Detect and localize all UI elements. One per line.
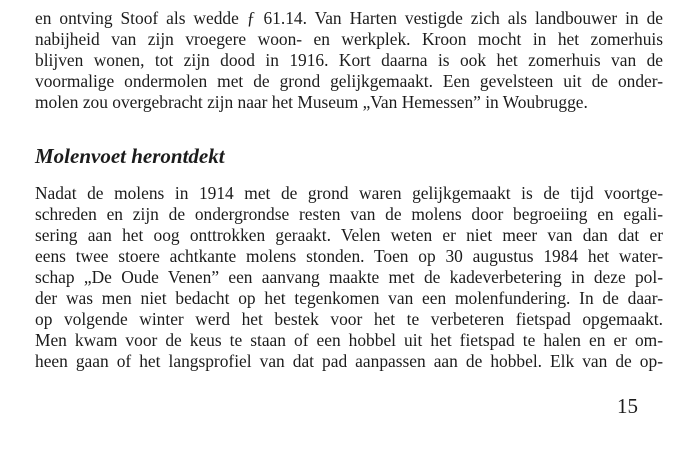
section-heading: Molenvoet herontdekt (35, 144, 225, 168)
paragraph-2-line-7: op volgende winter werd het bestek voor het te verbeteren fietspad opgemaakt. (35, 309, 663, 329)
paragraph-2-line-9: heen gaan of het langsprofiel van dat pad aanpassen aan de hobbel. Elk van de op- (35, 351, 663, 371)
page-number: 15 (617, 394, 638, 418)
paragraph-1-line-2: nabijheid van zijn vroegere woon- en werkplek. Kroon mocht in het zomerhuis (35, 29, 663, 49)
paragraph-1-line-1: en ontving Stoof als wedde ƒ 61.14. Van Harten vestigde zich als landbouwer in de (35, 8, 663, 28)
paragraph-2-line-1: Nadat de molens in 1914 met de grond waren gelijkgemaakt is de tijd voortge- (35, 183, 663, 203)
paragraph-1-line-4: voormalige ondermolen met de grond gelijkgemaakt. Een gevelsteen uit de onder- (35, 71, 663, 91)
paragraph-2-line-8: Men kwam voor de keus te staan of een hobbel uit het fietspad te halen en er om- (35, 330, 663, 350)
paragraph-2-line-5: schap „De Oude Venen” een aanvang maakte met de kadeverbetering in deze pol- (35, 267, 663, 287)
paragraph-2-line-4: eens twee stoere achtkante molens stonden. Toen op 30 augustus 1984 het water- (35, 246, 663, 266)
paragraph-1-line-3: blijven wonen, tot zijn dood in 1916. Kort daarna is ook het zomerhuis van de (35, 50, 663, 70)
paragraph-1-line-5: molen zou overgebracht zijn naar het Museum „Van Hemessen” in Woubrugge. (35, 92, 588, 112)
paragraph-2-line-3: sering aan het oog onttrokken geraakt. Velen weten er niet meer van dan dat er (35, 225, 663, 245)
paragraph-2-line-2: schreden en zijn de ondergrondse resten van de molens door begroeiing en egali- (35, 204, 663, 224)
paragraph-2-line-6: der was men niet bedacht op het tegenkomen van een molenfundering. In de daar- (35, 288, 663, 308)
